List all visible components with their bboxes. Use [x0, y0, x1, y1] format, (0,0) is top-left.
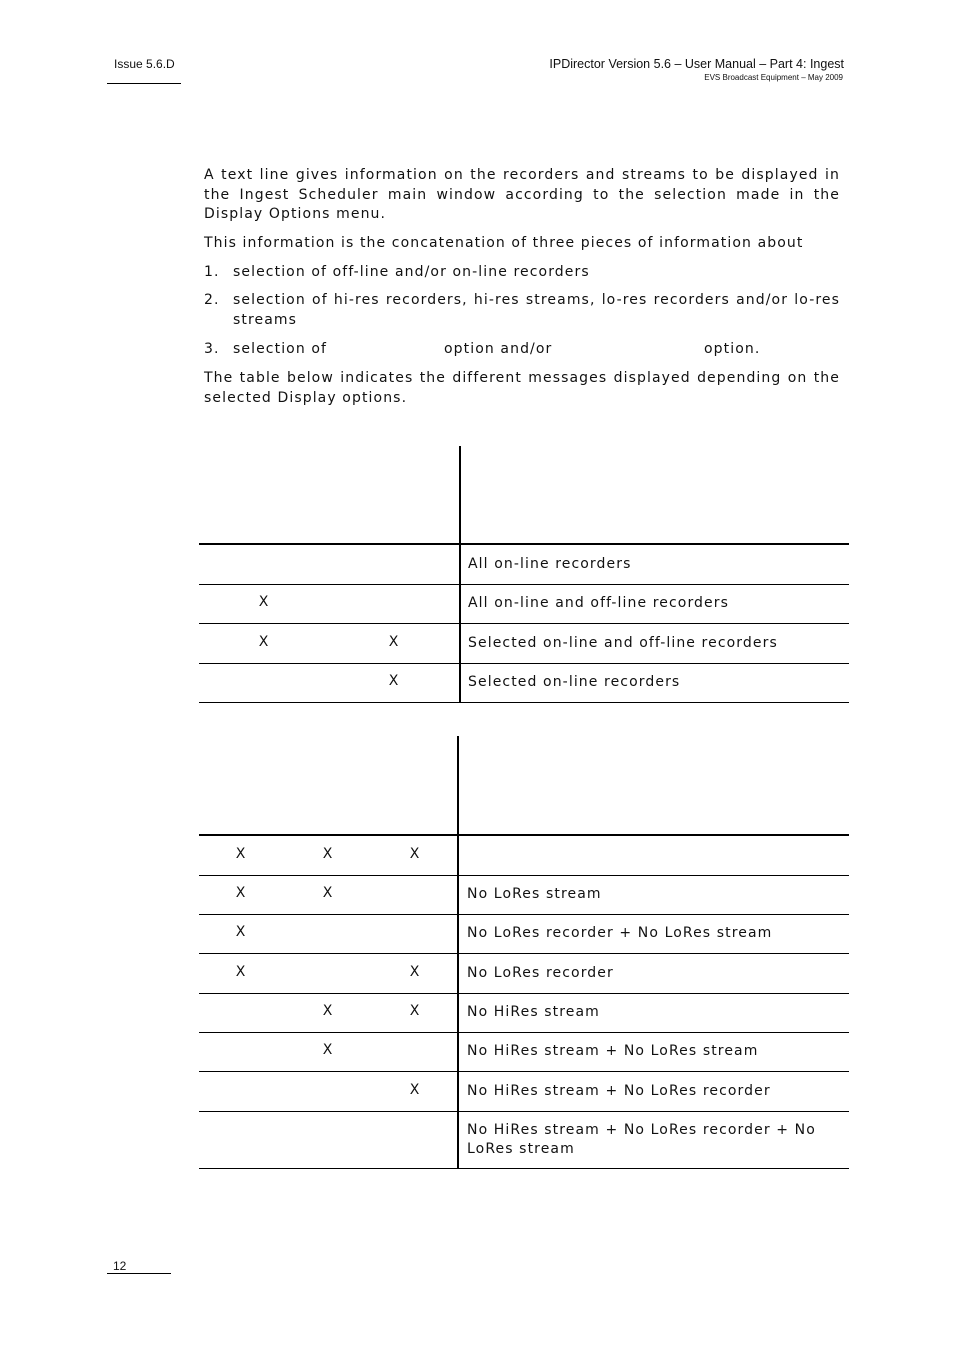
table-cell-message: No LoRes recorder + No LoRes stream	[467, 925, 773, 941]
list-number: 1.	[204, 264, 220, 280]
issue-label: Issue 5.6.D	[114, 57, 175, 71]
table-row-rule	[199, 953, 849, 954]
table-cell-mark: X	[322, 1003, 334, 1019]
table-cell-mark: X	[322, 846, 334, 862]
paragraph-concatenation: This information is the concatenation of three pieces of information about	[204, 235, 804, 251]
table-cell-message: All on-line recorders	[468, 556, 632, 572]
table-cell-mark: X	[235, 964, 247, 980]
table-row-rule	[199, 1111, 849, 1112]
list-text: selection of hi-res recorders, hi-res streams, lo-res recorders and/or lo-res streams	[233, 292, 840, 328]
list-item	[204, 263, 840, 283]
list-item	[204, 340, 840, 360]
list-text: selection of	[233, 341, 328, 357]
table-cell-mark: X	[388, 673, 400, 689]
list-number: 3.	[204, 341, 220, 357]
table-row-rule	[199, 993, 849, 994]
footer-rule	[107, 1273, 171, 1274]
table-cell-message: Selected on-line recorders	[468, 674, 681, 690]
table-cell-message: Selected on-line and off-line recorders	[468, 635, 778, 651]
paragraph-intro: A text line gives information on the recorders and streams to be displayed in the Ingest Scheduler main window according to the selection made in the Display Options menu.	[204, 167, 840, 222]
table-cell-message: No HiRes stream	[467, 1004, 600, 1020]
table-cell-mark: X	[258, 634, 270, 650]
list-text: selection of off-line and/or on-line recorders	[233, 264, 590, 280]
table-cell-mark: X	[322, 1042, 334, 1058]
table-divider	[459, 446, 461, 703]
table-row-rule	[199, 702, 849, 703]
table-row-rule	[199, 623, 849, 624]
list-text: option and/or	[444, 341, 553, 357]
table-row-rule	[199, 875, 849, 876]
table-cell-message: All on-line and off-line recorders	[468, 595, 730, 611]
list-item	[204, 291, 840, 331]
table-cell-message: LoRes stream	[467, 1141, 575, 1157]
document-subtitle: EVS Broadcast Equipment – May 2009	[704, 73, 843, 82]
table-cell-mark: X	[235, 924, 247, 940]
page-number: 12	[113, 1259, 127, 1273]
table-cell-message: No HiRes stream + No LoRes recorder	[467, 1083, 771, 1099]
paragraph-table-intro: The table below indicates the different messages displayed depending on the selected Display options.	[204, 370, 840, 406]
table-cell-message: No LoRes recorder	[467, 965, 614, 981]
table-cell-message: No HiRes stream + No LoRes stream	[467, 1043, 759, 1059]
table-cell-mark: X	[322, 885, 334, 901]
table-cell-message: No HiRes stream + No LoRes recorder + No	[467, 1122, 816, 1138]
list-number: 2.	[204, 292, 220, 308]
table-row-rule	[199, 914, 849, 915]
table-row-rule	[199, 1032, 849, 1033]
table-cell-mark: X	[409, 1082, 421, 1098]
table-header-rule	[199, 543, 849, 545]
table-cell-mark: X	[235, 846, 247, 862]
table-cell-mark: X	[409, 964, 421, 980]
table-cell-mark: X	[258, 594, 270, 610]
table-header-rule	[199, 834, 849, 836]
table-row-rule	[199, 663, 849, 664]
table-cell-message: No LoRes stream	[467, 886, 602, 902]
table-cell-mark: X	[235, 885, 247, 901]
document-title: IPDirector Version 5.6 – User Manual – Part 4: Ingest	[549, 57, 844, 71]
list-text: option.	[704, 341, 761, 357]
table-cell-mark: X	[409, 1003, 421, 1019]
table-row-rule	[199, 1168, 849, 1169]
table-row-rule	[199, 584, 849, 585]
header-rule	[107, 83, 181, 84]
table-cell-mark: X	[388, 634, 400, 650]
table-row-rule	[199, 1071, 849, 1072]
table-cell-mark: X	[409, 846, 421, 862]
